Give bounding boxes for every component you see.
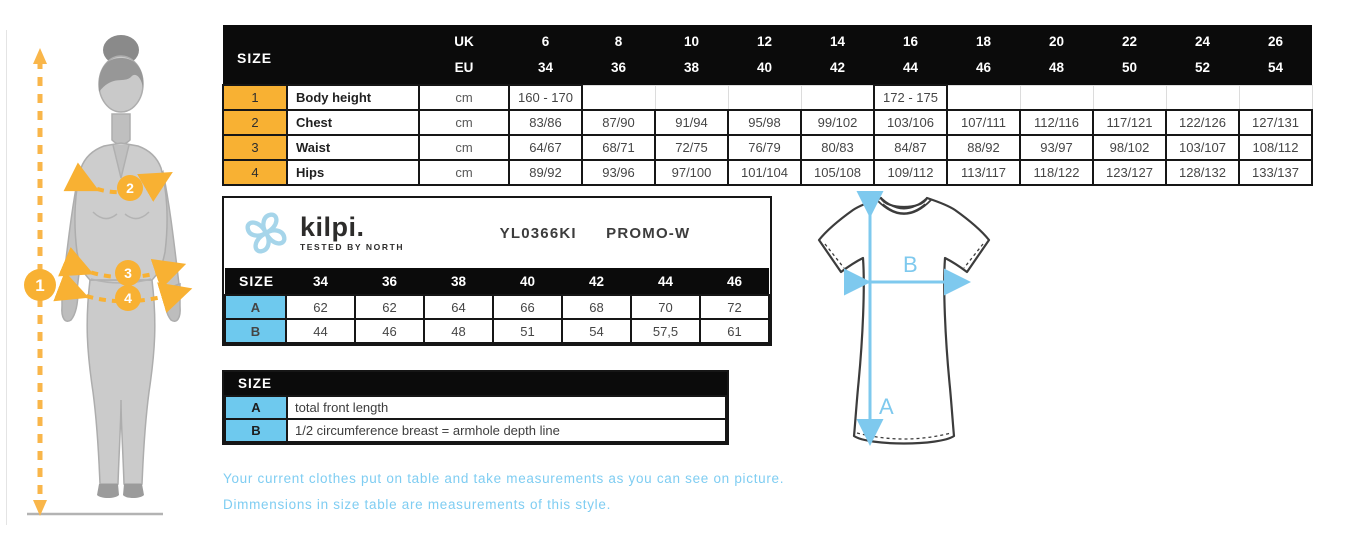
value-cell: 46 [355,319,424,343]
row-label: Chest [287,110,419,135]
kilpi-knot-icon [240,207,292,259]
garment-size-table [224,268,770,344]
marker-2-label: 2 [126,180,134,196]
value-cell: 128/132 [1166,160,1239,185]
value-cell: 113/117 [947,160,1020,185]
marker-1-label: 1 [35,276,45,295]
value-cell: 172 - 175 [874,85,947,110]
value-cell: 89/92 [509,160,582,185]
table-row [223,160,1312,185]
width-arrow-label: B [903,252,918,277]
row-unit: cm [419,160,509,185]
note-line-2: Dimmensions in size table are measurements of this style. [223,497,612,512]
value-cell: 54 [562,319,631,343]
size-column-header: 14 42 [801,25,874,85]
size-column-header: 26 54 [1239,25,1312,85]
table-row [225,319,769,343]
size-corner-label: SIZE [223,25,419,85]
table-row [223,135,1312,160]
value-cell: 97/100 [655,160,728,185]
value-cell: 98/102 [1093,135,1166,160]
value-cell: 64 [424,295,493,319]
size-column-header: 24 52 [1166,25,1239,85]
size-column-header: 22 50 [1093,25,1166,85]
row-number: 4 [223,160,287,185]
value-cell: 84/87 [874,135,947,160]
product-code: YL0366KI [499,224,577,242]
size-column-header: 20 48 [1020,25,1093,85]
value-cell: 61 [700,319,769,343]
value-cell [728,85,801,110]
size-column-header: 16 44 [874,25,947,85]
brand-tagline: TESTED BY NORTH [300,242,405,252]
garment-size-column-header: 34 [286,268,355,295]
garment-size-column-header: 38 [424,268,493,295]
value-cell: 108/112 [1239,135,1312,160]
value-cell: 62 [286,295,355,319]
value-cell [801,85,874,110]
row-number: 1 [223,85,287,110]
value-cell: 76/79 [728,135,801,160]
size-column-header: 18 46 [947,25,1020,85]
garment-size-column-header: 42 [562,268,631,295]
value-cell: 66 [493,295,562,319]
value-cell: 87/90 [582,110,655,135]
product-title [450,225,770,242]
legend-key-a: A [225,396,287,419]
measure-key: B [225,319,286,343]
note-line-1: Your current clothes put on table and take measurements as you can see on picture. [223,471,785,486]
value-cell: 160 - 170 [509,85,582,110]
value-cell [947,85,1020,110]
table-row [225,419,726,442]
row-unit: cm [419,110,509,135]
row-label: Waist [287,135,419,160]
value-cell: 118/122 [1020,160,1093,185]
value-cell: 62 [355,295,424,319]
tshirt-measure-diagram [803,188,1005,458]
garment-size-header-row [225,268,769,295]
value-cell: 48 [424,319,493,343]
garment-size-corner-label: SIZE [225,268,286,295]
value-cell: 103/107 [1166,135,1239,160]
value-cell [1239,85,1312,110]
value-cell: 127/131 [1239,110,1312,135]
value-cell: 83/86 [509,110,582,135]
product-name: PROMO-W [606,224,691,242]
value-cell: 93/97 [1020,135,1093,160]
table-row [225,295,769,319]
value-cell: 99/102 [801,110,874,135]
length-arrow-label: A [879,394,894,419]
value-cell: 51 [493,319,562,343]
garment-size-column-header: 40 [493,268,562,295]
brand-row [224,198,770,268]
size-column-header: 8 36 [582,25,655,85]
marker-3-label: 3 [124,265,132,281]
woman-silhouette-illustration [5,22,217,530]
value-cell [1020,85,1093,110]
value-cell: 107/111 [947,110,1020,135]
value-cell: 123/127 [1093,160,1166,185]
legend-desc-b: 1/2 circumference breast = armhole depth line [287,419,726,442]
body-size-table [222,25,1313,186]
measurement-legend-table [224,395,727,443]
table-row [223,110,1312,135]
row-label: Body height [287,85,419,110]
size-column-header: 10 38 [655,25,728,85]
value-cell: 117/121 [1093,110,1166,135]
value-cell [655,85,728,110]
garment-size-column-header: 44 [631,268,700,295]
tshirt-illustration [803,188,1005,458]
value-cell: 88/92 [947,135,1020,160]
garment-size-column-header: 46 [700,268,769,295]
value-cell: 44 [286,319,355,343]
marker-4-label: 4 [124,290,132,306]
kilpi-logo [224,207,450,259]
value-cell: 93/96 [582,160,655,185]
body-measurement-figure [5,22,217,530]
value-cell: 91/94 [655,110,728,135]
value-cell: 64/67 [509,135,582,160]
value-cell [1093,85,1166,110]
value-cell: 68/71 [582,135,655,160]
brand-name: kilpi. [300,212,365,242]
size-column-header: 6 34 [509,25,582,85]
row-label: Hips [287,160,419,185]
uk-eu-labels [419,25,509,85]
value-cell: 133/137 [1239,160,1312,185]
legend-header: SIZE [224,372,727,395]
legend-desc-a: total front length [287,396,726,419]
measurement-notes [223,471,784,523]
row-number: 3 [223,135,287,160]
uk-label: UK [454,33,474,49]
value-cell: 95/98 [728,110,801,135]
row-unit: cm [419,135,509,160]
value-cell: 72/75 [655,135,728,160]
value-cell: 105/108 [801,160,874,185]
value-cell [1166,85,1239,110]
value-cell: 103/106 [874,110,947,135]
eu-label: EU [454,59,474,75]
value-cell: 112/116 [1020,110,1093,135]
row-number: 2 [223,110,287,135]
value-cell: 101/104 [728,160,801,185]
size-header-row [223,25,1312,85]
table-row [223,85,1312,110]
value-cell: 68 [562,295,631,319]
measure-key: A [225,295,286,319]
value-cell: 57,5 [631,319,700,343]
value-cell: 72 [700,295,769,319]
legend-key-b: B [225,419,287,442]
size-column-header: 12 40 [728,25,801,85]
value-cell: 80/83 [801,135,874,160]
garment-size-block [222,196,772,346]
garment-size-column-header: 36 [355,268,424,295]
value-cell: 70 [631,295,700,319]
measurement-legend-block [222,370,729,445]
table-row [225,396,726,419]
value-cell [582,85,655,110]
row-unit: cm [419,85,509,110]
value-cell: 109/112 [874,160,947,185]
value-cell: 122/126 [1166,110,1239,135]
